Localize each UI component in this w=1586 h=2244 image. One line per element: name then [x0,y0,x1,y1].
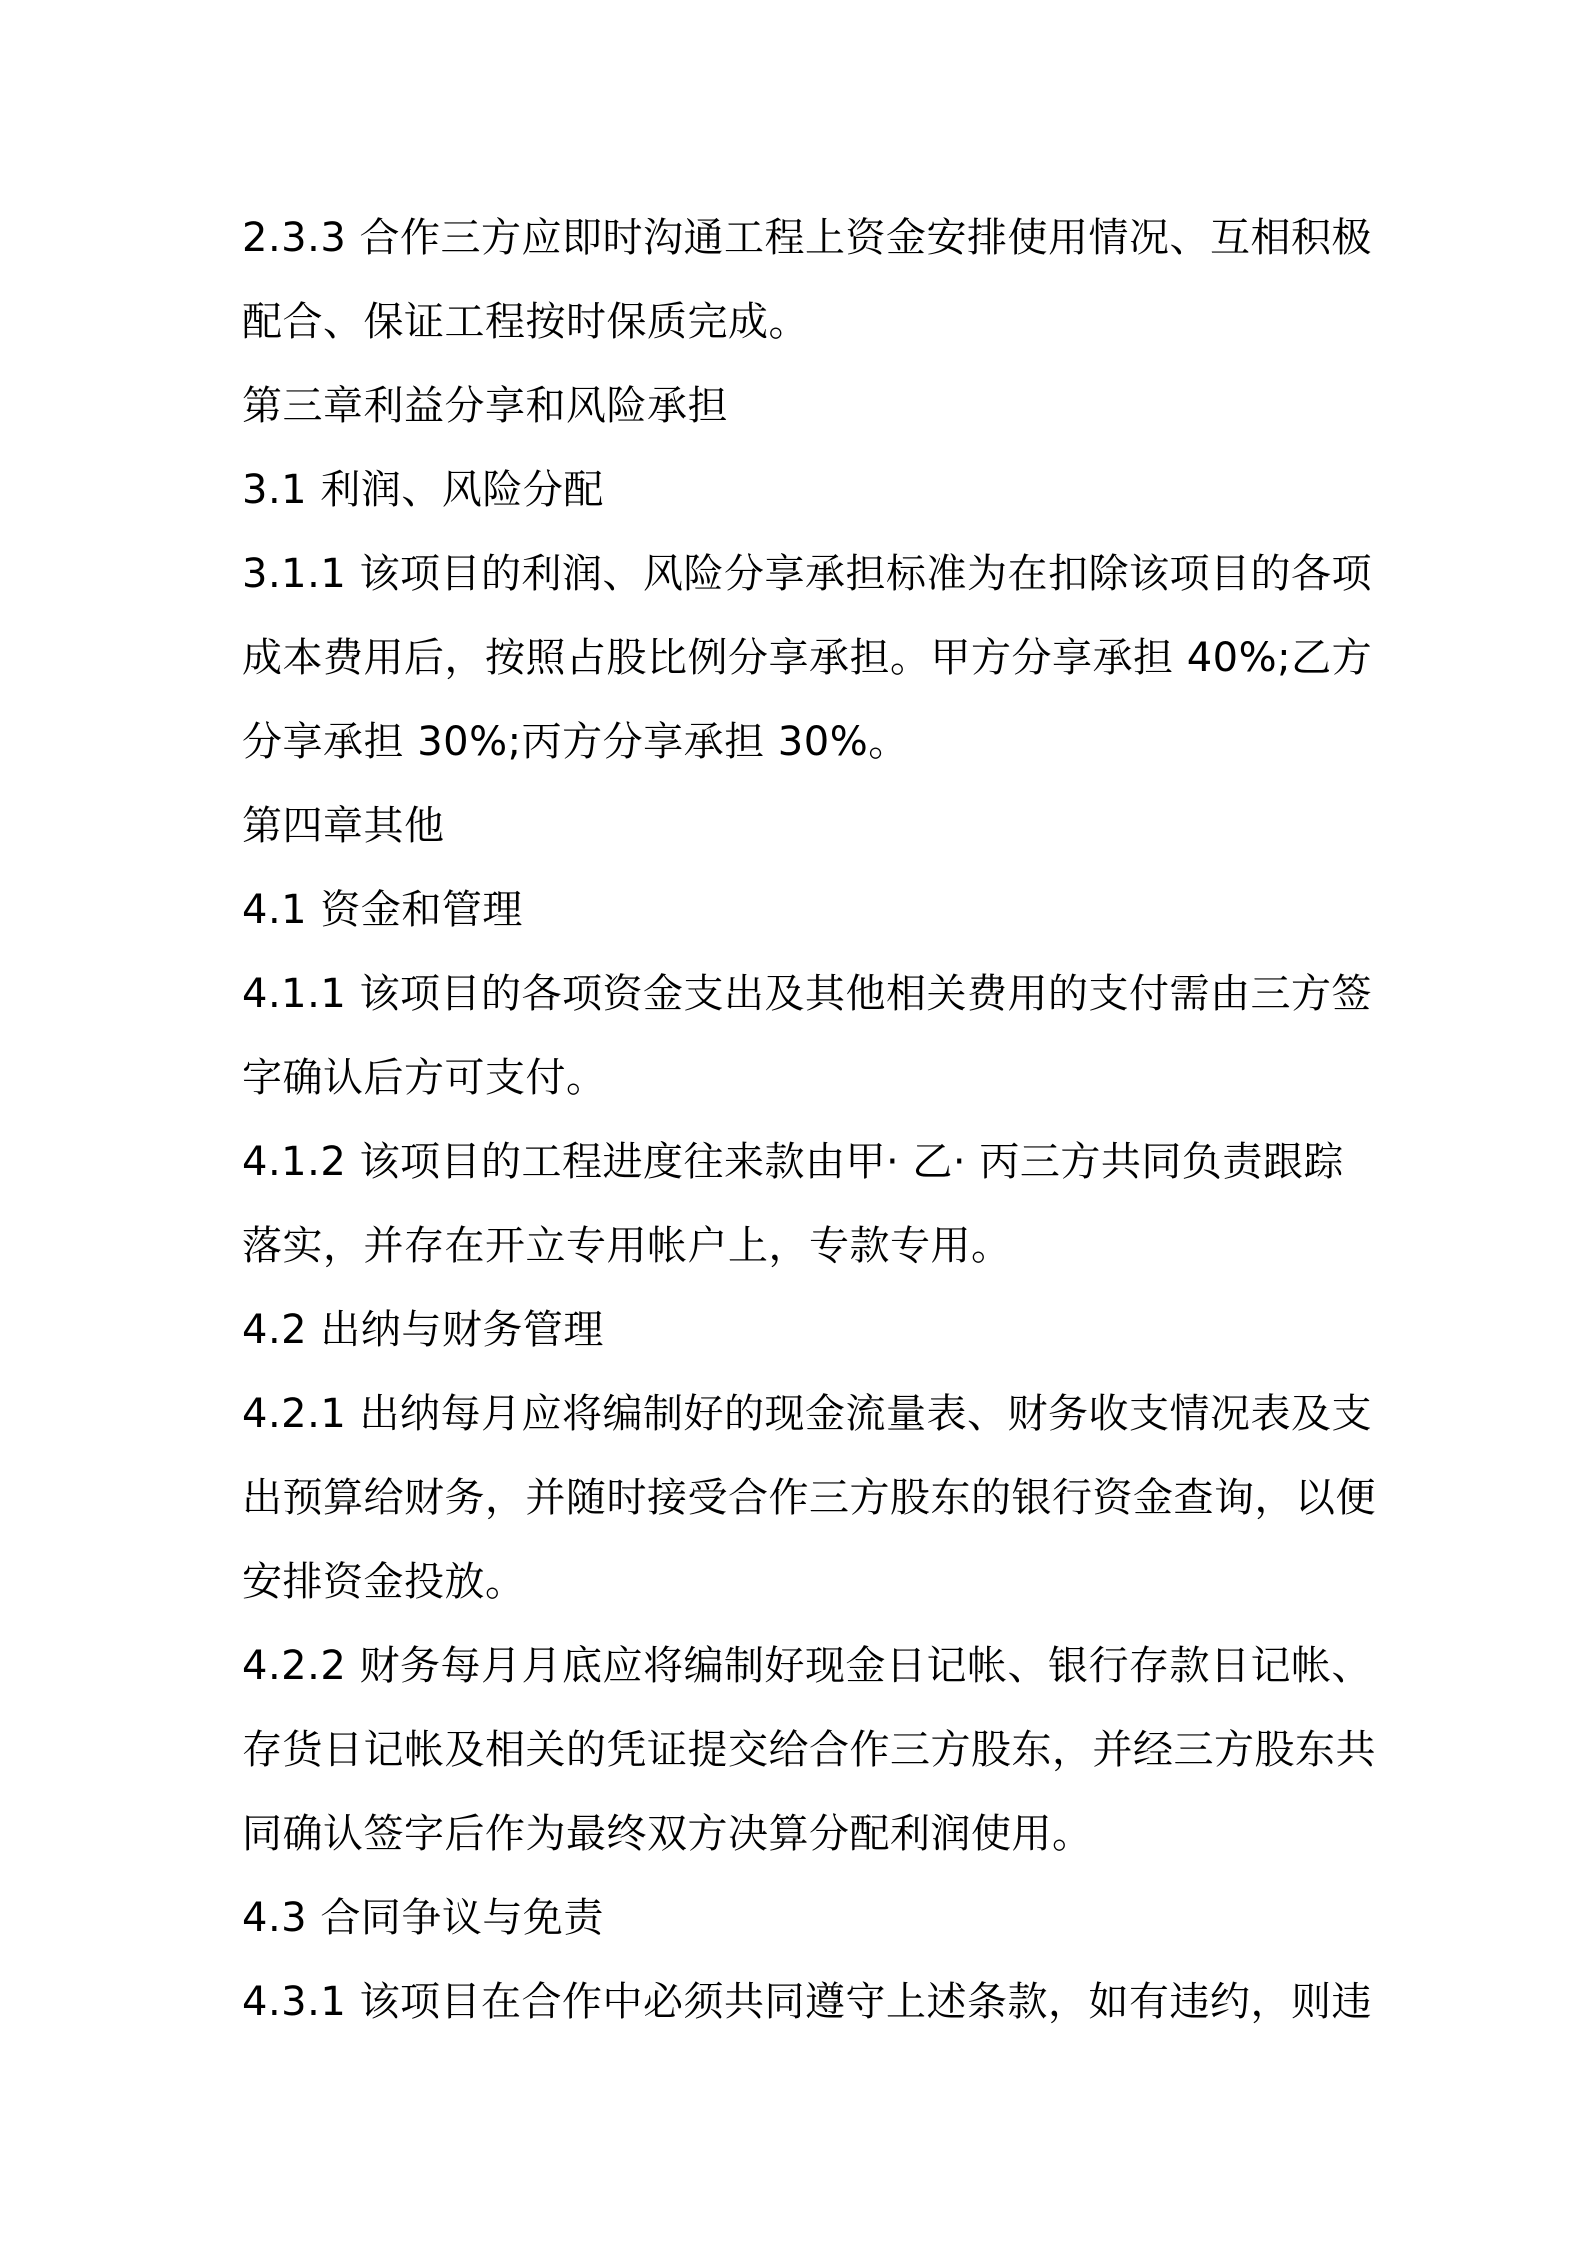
chapter-title: 第三章利益分享和风险承担 [242,383,728,429]
section-title: 3.1 利润、风险分配 [242,467,604,513]
clause-4-3-1 [242,1960,1372,2044]
chapter-title: 第四章其他 [242,803,445,849]
text-line: 成本费用后，按照占股比例分享承担。甲方分享承担 40%;乙方 [242,635,1373,681]
section-3-1-heading [242,448,1362,532]
clause-3-1-1 [242,532,1373,784]
section-4-1-heading [242,868,1362,952]
section-4-2-heading [242,1288,1362,1372]
document-page [242,196,1376,2044]
text-line: 4.2.2 财务每月月底应将编制好现金日记帐、银行存款日记帐、 [242,1643,1372,1689]
text-line: 存货日记帐及相关的凭证提交给合作三方股东，并经三方股东共 [242,1727,1376,1773]
clause-4-1-2 [242,1120,1362,1288]
text-line: 配合、保证工程按时保质完成。 [242,299,809,345]
clause-4-2-2 [242,1624,1376,1876]
section-title: 4.3 合同争议与免责 [242,1895,604,1941]
text-line: 安排资金投放。 [242,1559,526,1605]
text-line: 4.1.2 该项目的工程进度往来款由甲· 乙· 丙三方共同负责跟踪 [242,1139,1344,1185]
text-line: 落实，并存在开立专用帐户上，专款专用。 [242,1223,1012,1269]
text-line: 分享承担 30%;丙方分享承担 30%。 [242,719,909,765]
chapter-3-heading [242,364,1362,448]
clause-2-3-3 [242,196,1372,364]
text-line: 出预算给财务，并随时接受合作三方股东的银行资金查询，以便 [242,1475,1376,1521]
text-line: 4.1.1 该项目的各项资金支出及其他相关费用的支付需由三方签 [242,971,1372,1017]
clause-4-1-1 [242,952,1372,1120]
text-line: 同确认签字后作为最终双方决算分配利润使用。 [242,1811,1093,1857]
text-line: 4.3.1 该项目在合作中必须共同遵守上述条款，如有违约，则违 [242,1979,1372,2025]
text-line: 3.1.1 该项目的利润、风险分享承担标准为在扣除该项目的各项 [242,551,1372,597]
text-line: 字确认后方可支付。 [242,1055,607,1101]
text-line: 4.2.1 出纳每月应将编制好的现金流量表、财务收支情况表及支 [242,1391,1372,1437]
section-title: 4.1 资金和管理 [242,887,523,933]
text-line: 2.3.3 合作三方应即时沟通工程上资金安排使用情况、互相积极 [242,215,1372,261]
section-title: 4.2 出纳与财务管理 [242,1307,604,1353]
chapter-4-heading [242,784,1362,868]
clause-4-2-1 [242,1372,1376,1624]
section-4-3-heading [242,1876,1362,1960]
